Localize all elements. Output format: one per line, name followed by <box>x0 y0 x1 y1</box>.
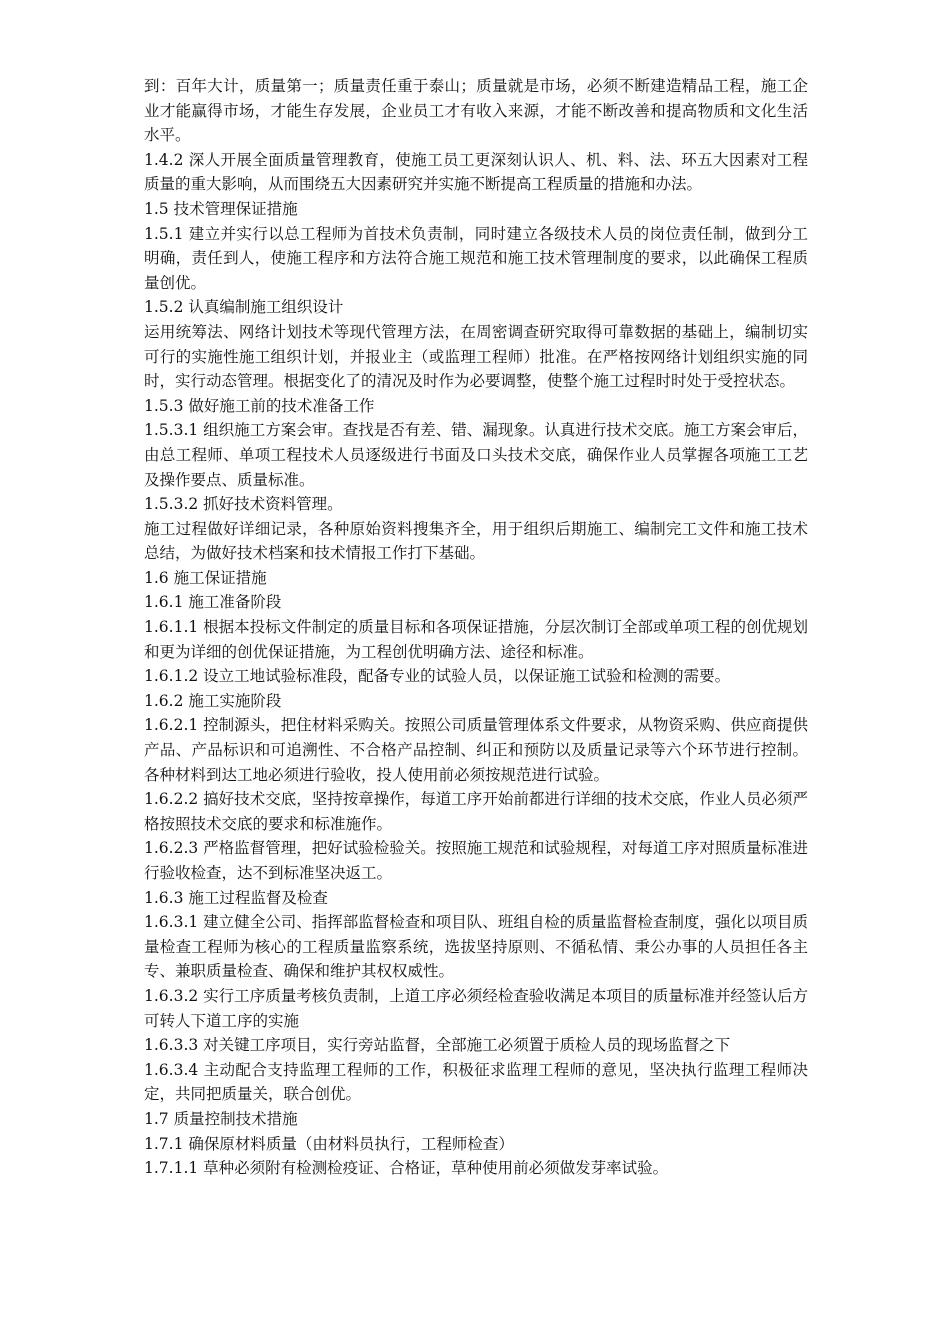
paragraph-1-6-3-3: 1.6.3.3 对关键工序项目，实行旁站监督，全部施工必须置于质检人员的现场监督之下 <box>144 1036 731 1055</box>
paragraph-1-5-3-1: 1.5.3.1 组织施工方案会审。查找是否有差、错、漏现象。认真进行技术交底。施工方案会审后，由总工程师、单项工程技术人员逐级进行书面及口头技术交底，确保作业人员掌握各项施工工艺及操作要点、质量标准。 <box>144 421 808 489</box>
heading-1-6-2: 1.6.2 施工实施阶段 <box>144 691 282 710</box>
paragraph-1-6-3-1: 1.6.3.1 建立健全公司、指挥部监督检查和项目队、班组自检的质量监督检查制度，强化以项目质量检查工程师为核心的工程质量监察系统，选拔坚持原则、不循私情、秉公办事的人员担任各主专、兼职质量检查、确保和维护其权权威性。 <box>144 913 808 981</box>
paragraph-1-6-3-2: 1.6.3.2 实行工序质量考核负责制，上道工序必须经检查验收满足本项目的质量标准并经签认后方可转人下道工序的实施 <box>144 986 808 1030</box>
paragraph-1-6-2-1: 1.6.2.1 控制源头，把住材料采购关。按照公司质量管理体系文件要求，从物资采购、供应商提供产品、产品标识和可追溯性、不合格产品控制、纠正和预防以及质量记录等六个环节进行控制。各种材料到达工地必须进行验收，投人使用前必须按规范进行试验。 <box>144 716 808 784</box>
heading-1-6: 1.6 施工保证措施 <box>144 568 267 587</box>
paragraph-1-4-2: 1.4.2 深人开展全面质量管理教育，使施工员工更深刻认识人、机、料、法、环五大因素对工程质量的重大影响，从而围绕五大因素研究并实施不断提高工程质量的措施和办法。 <box>144 150 808 194</box>
heading-1-5-3-2: 1.5.3.2 抓好技术资料管理。 <box>144 495 343 514</box>
paragraph-records: 施工过程做好详细记录，各种原始资料搜集齐全，用于组织后期施工、编制完工文件和施工技术总结，为做好技术档案和技术情报工作打下基础。 <box>144 519 808 563</box>
paragraph-1-6-1-1: 1.6.1.1 根据本投标文件制定的质量目标和各项保证措施，分层次制订全部或单项工程的创优规划和更为详细的创优保证措施，为工程创优明确方法、途径和标准。 <box>144 618 808 661</box>
heading-1-7-1: 1.7.1 确保原材料质量（由材料员执行，工程师检查） <box>144 1134 514 1153</box>
paragraph-1-7-1-1: 1.7.1.1 草种必须附有检测检疫证、合格证，草种使用前必须做发芽率试验。 <box>144 1159 669 1178</box>
paragraph-1-6-2-2: 1.6.2.2 搞好技术交底，坚持按章操作，每道工序开始前都进行详细的技术交底，作业人员必须严格按照技术交底的要求和标准施作。 <box>144 790 808 833</box>
document-body <box>144 74 808 1181</box>
paragraph-construction-plan: 运用统筹法、网络计划技术等现代管理方法，在周密调查研究取得可靠数据的基础上，编制切实可行的实施性施工组织计划，并报业主（或监理工程师）批准。在严格按网络计划组织实施的同时，实行动态管理。根据变化了的清况及时作为必要调整，使整个施工过程时时处于受控状态。 <box>144 322 808 391</box>
paragraph-1-6-3-4: 1.6.3.4 主动配合支持监理工程师的工作，积极征求监理工程师的意见，坚决执行监理工程师决定，共同把质量关，联合创优。 <box>144 1060 808 1104</box>
paragraph-1-6-2-3: 1.6.2.3 严格监督管理，把好试验检验关。按照施工规范和试验规程，对每道工序对照质量标准进行验收检查，达不到标准坚决返工。 <box>144 839 808 882</box>
heading-1-5-3: 1.5.3 做好施工前的技术准备工作 <box>144 396 375 415</box>
heading-1-6-3: 1.6.3 施工过程监督及检查 <box>144 888 328 907</box>
heading-1-5-2: 1.5.2 认真编制施工组织设计 <box>144 298 344 317</box>
heading-1-7: 1.7 质量控制技术措施 <box>144 1109 298 1128</box>
heading-1-5: 1.5 技术管理保证措施 <box>144 199 298 218</box>
paragraph-1-5-1: 1.5.1 建立并实行以总工程师为首技术负责制，同时建立各级技术人员的岗位责任制，做到分工明确，责任到人，使施工程序和方法符合施工规范和施工技术管理制度的要求，以此确保工程质量创优。 <box>144 224 808 292</box>
paragraph-1-6-1-2: 1.6.1.2 设立工地试验标准段，配备专业的试验人员，以保证施工试验和检测的需要。 <box>144 667 731 686</box>
paragraph-quality-motto: 到：百年大计，质量第一；质量责任重于泰山；质量就是市场，必须不断建造精品工程，施工企业才能赢得市场，才能生存发展，企业员工才有收入来源，才能不断改善和提高物质和文化生活水平。 <box>144 77 808 145</box>
heading-1-6-1: 1.6.1 施工准备阶段 <box>144 593 282 612</box>
